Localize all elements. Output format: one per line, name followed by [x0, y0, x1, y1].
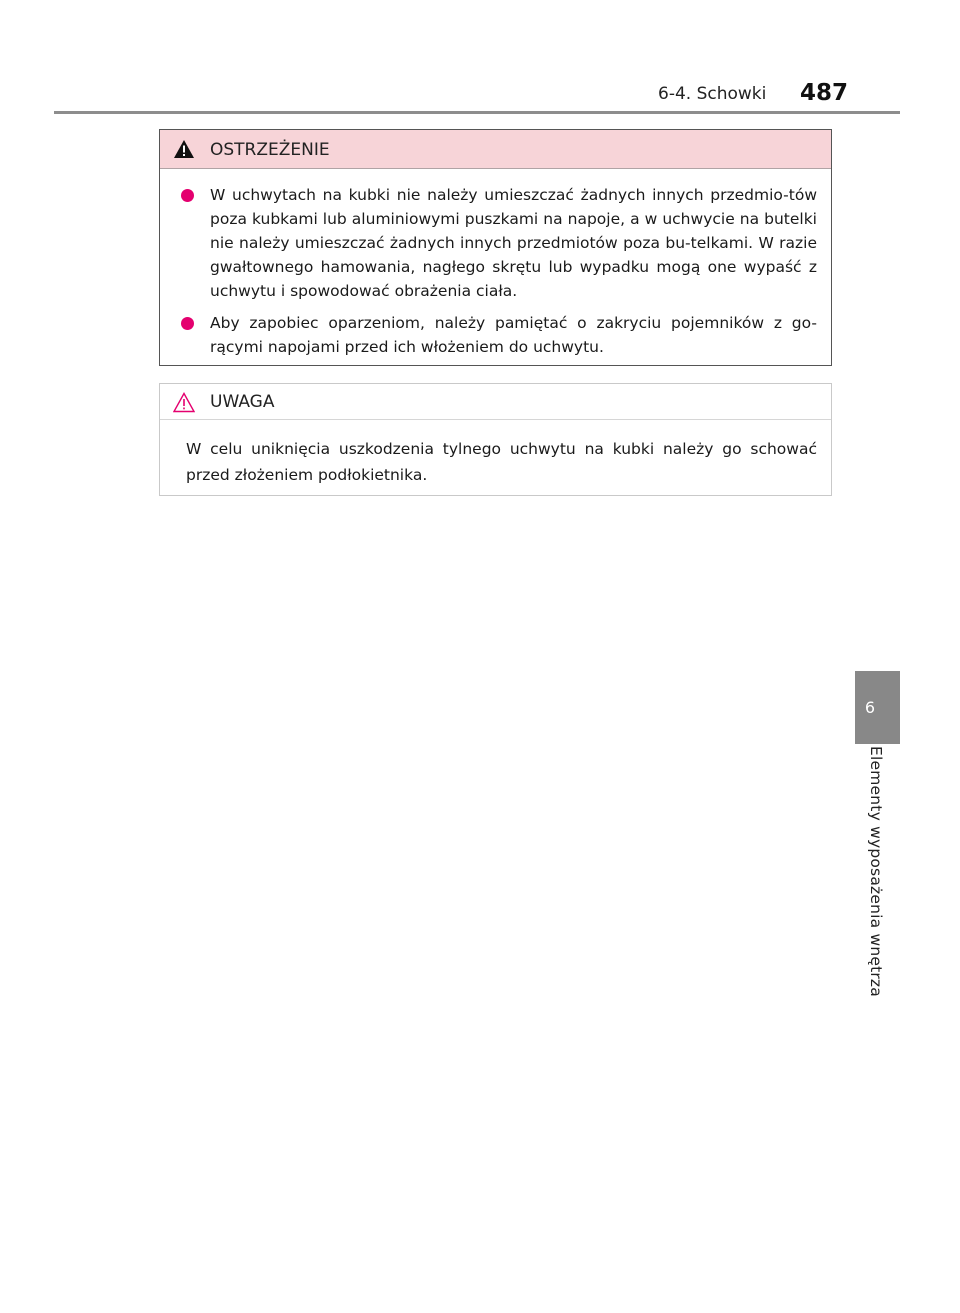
warning-header	[160, 130, 831, 169]
warning-item-text: Aby zapobiec oparzeniom, należy pamiętać o zakryciu pojemników z go-rącymi napojami przed ich włożeniem do uchwytu.	[210, 314, 817, 356]
page-number: 487	[800, 80, 849, 106]
warning-body	[160, 169, 831, 359]
notice-header	[160, 384, 831, 420]
bullet-icon	[181, 189, 194, 202]
chapter-label: Elementy wyposażenia wnętrza	[867, 746, 885, 997]
header-divider	[54, 111, 900, 114]
warning-item	[180, 311, 817, 359]
warning-triangle-icon	[173, 139, 195, 159]
bullet-icon	[181, 317, 194, 330]
warning-title: OSTRZEŻENIE	[210, 140, 330, 160]
chapter-number: 6	[864, 698, 876, 717]
warning-item-text: W uchwytach na kubki nie należy umieszczać żadnych innych przedmio-tów poza kubkami lub aluminiowymi puszkami na napoje, a w uchwycie na butelki nie należy umieszczać żadnych innych przedmiotów poza bu-telkami. W razie gwałtownego hamowania, nagłego skrętu lub wypadku mogą one wypaść z uchwytu i spowodować obrażenia ciała.	[210, 186, 817, 300]
notice-title: UWAGA	[210, 392, 275, 412]
notice-box	[159, 383, 832, 496]
caution-triangle-icon	[173, 392, 195, 413]
warning-box	[159, 129, 832, 366]
warning-item	[180, 183, 817, 303]
section-title: 6-4. Schowki	[658, 84, 767, 104]
notice-text: W celu uniknięcia uszkodzenia tylnego uchwytu na kubki należy go schować przed złożeniem podłokietnika.	[186, 440, 817, 484]
